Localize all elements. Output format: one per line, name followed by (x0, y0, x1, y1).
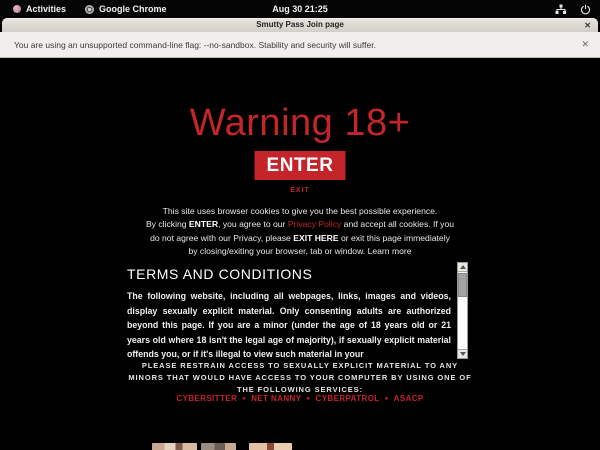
service-separator-dot: ● (306, 396, 311, 402)
terms-body-text: The following website, including all webpages, links, images and videos, display sexually explicit material. Only consenting adults are authorized beyond this page. If you are a minor (under the age of 18 years old or 21 years old where 18 isn't the legal age of majority), if sexually explicit material offends you, or if it's illegal to view such material in your (127, 291, 451, 359)
cybersitter-link[interactable]: CYBERSITTER (176, 394, 238, 403)
service-separator-dot: ● (384, 396, 389, 402)
scrollbar-up-arrow-icon[interactable] (458, 263, 467, 272)
cyberpatrol-link[interactable]: CYBERPATROL (315, 394, 380, 403)
privacy-policy-link[interactable]: Privacy Policy (287, 219, 342, 230)
gnome-top-bar (0, 0, 600, 18)
activities-label: Activities (26, 4, 67, 14)
cookie-line-1: This site uses browser cookies to give you the best possible experience. (162, 206, 438, 216)
clock-button[interactable] (0, 0, 600, 18)
browser-viewport (0, 58, 600, 450)
asacp-link[interactable]: ASACP (393, 394, 424, 403)
infobar-close-icon[interactable]: ✕ (581, 39, 589, 49)
network-icon[interactable] (555, 4, 567, 15)
filter-services-links (0, 394, 600, 403)
netnanny-link[interactable]: NET NANNY (251, 394, 302, 403)
power-icon[interactable] (580, 4, 591, 15)
warning-title: Warning 18+ (189, 102, 411, 144)
terms-scrollbar[interactable] (457, 262, 468, 359)
window-titlebar (2, 18, 598, 32)
window-title: Smutty Pass Join page (256, 20, 344, 29)
learn-more-link[interactable]: Learn more (367, 246, 412, 257)
preview-thumbnails (152, 443, 292, 450)
infobar-message: You are using an unsupported command-line flag: --no-sandbox. Stability and security will suffer. (14, 40, 376, 50)
scrollbar-down-arrow-icon[interactable] (458, 349, 467, 358)
terms-scrollbox[interactable] (127, 262, 468, 359)
enter-button[interactable]: ENTER (255, 151, 346, 180)
cookie-notice (0, 205, 600, 259)
clock-label: Aug 30 21:25 (272, 4, 328, 14)
chrome-infobar (0, 32, 600, 58)
cookie-line-3: do not agree with our Privacy, please EXIT HERE or exit this page immediately (150, 232, 450, 243)
cookie-line-4: by closing/exiting your browser, tab or window. Learn more (188, 246, 412, 257)
cookie-line-2: By clicking ENTER, you agree to our Privacy Policy and accept all cookies. If you (145, 219, 455, 230)
window-close-button[interactable]: ✕ (584, 21, 591, 30)
exit-here-link[interactable]: EXIT HERE (293, 232, 339, 243)
scrollbar-thumb[interactable] (458, 273, 467, 297)
terms-heading: TERMS AND CONDITIONS (127, 266, 313, 282)
thumbnail-image (152, 443, 197, 450)
service-separator-dot: ● (242, 396, 247, 402)
restrain-notice: PLEASE RESTRAIN ACCESS TO SEXUALLY EXPLICIT MATERIAL TO ANY MINORS THAT WOULD HAVE ACCESS TO YOUR COMPUTER BY USING ONE OF THE FOLLOWING SERVICES: (128, 361, 472, 394)
cookie-enter-link[interactable]: ENTER (188, 219, 219, 230)
app-menu-label: Google Chrome (99, 4, 167, 14)
exit-link[interactable]: EXIT (290, 187, 310, 194)
thumbnail-image (201, 443, 236, 450)
thumbnail-image (249, 443, 292, 450)
